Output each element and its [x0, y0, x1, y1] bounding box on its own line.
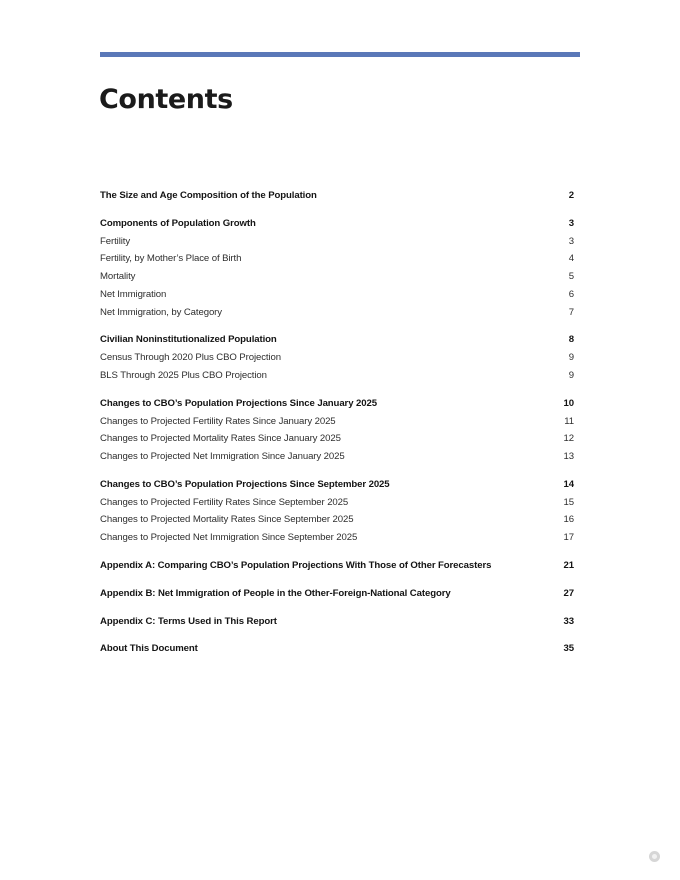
toc-entry-page-number: 17 [563, 532, 574, 543]
toc-entry-title: Appendix B: Net Immigration of People in the Other-Foreign-National Category [100, 588, 451, 599]
toc-entry-title: The Size and Age Composition of the Population [100, 190, 317, 201]
toc-entry-title: Changes to Projected Mortality Rates Since September 2025 [100, 514, 354, 525]
toc-entry-changes-since-september[interactable] [100, 478, 574, 492]
toc-entry-appendix-b[interactable] [100, 587, 574, 601]
toc-entry-title: Changes to CBO’s Population Projections Since January 2025 [100, 398, 377, 409]
toc-entry-net-immigration-by-category[interactable] [100, 306, 574, 320]
toc-entry-page-number: 2 [568, 190, 574, 201]
toc-entry-page-number: 33 [563, 616, 574, 627]
toc-entry-appendix-c[interactable] [100, 615, 574, 629]
toc-entry-title: Census Through 2020 Plus CBO Projection [100, 352, 281, 363]
toc-entry-title: About This Document [100, 643, 198, 654]
toc-entry-page-number: 8 [568, 334, 574, 345]
toc-entry-title: Fertility, by Mother’s Place of Birth [100, 253, 242, 264]
toc-entry-page-number: 11 [564, 416, 574, 427]
toc-entry-title: Changes to Projected Mortality Rates Since January 2025 [100, 433, 341, 444]
toc-entry-mortality-changes-september[interactable] [100, 513, 574, 527]
toc-entry-changes-since-january[interactable] [100, 397, 574, 411]
toc-entry-title: BLS Through 2025 Plus CBO Projection [100, 370, 267, 381]
toc-entry-title: Changes to CBO’s Population Projections Since September 2025 [100, 479, 390, 490]
toc-entry-page-number: 16 [563, 514, 574, 525]
toc-entry-page-number: 13 [563, 451, 574, 462]
toc-entry-title: Mortality [100, 271, 136, 282]
toc-entry-page-number: 3 [568, 236, 574, 247]
viewer-corner-icon [649, 851, 660, 862]
toc-entry-mortality-changes-january[interactable] [100, 432, 574, 446]
toc-entry-title: Net Immigration [100, 289, 167, 300]
toc-entry-immigration-changes-september[interactable] [100, 531, 574, 545]
toc-entry-size-age-composition[interactable] [100, 189, 574, 203]
toc-entry-fertility-changes-september[interactable] [100, 496, 574, 510]
toc-entry-appendix-a[interactable] [100, 559, 574, 573]
toc-entry-title: Fertility [100, 236, 131, 247]
toc-entry-title: Changes to Projected Fertility Rates Since January 2025 [100, 416, 336, 427]
toc-entry-page-number: 5 [568, 271, 574, 282]
toc-entry-title: Civilian Noninstitutionalized Population [100, 334, 277, 345]
toc-entry-title: Changes to Projected Fertility Rates Since September 2025 [100, 497, 349, 508]
toc-entry-fertility-by-birthplace[interactable] [100, 252, 574, 266]
toc-entry-title: Appendix A: Comparing CBO’s Population Projections With Those of Other Forecasters [100, 560, 492, 571]
toc-entry-page-number: 3 [568, 218, 574, 229]
table-of-contents [100, 0, 574, 880]
toc-entry-page-number: 27 [563, 588, 574, 599]
toc-entry-immigration-changes-january[interactable] [100, 450, 574, 464]
toc-entry-title: Components of Population Growth [100, 218, 256, 229]
toc-entry-page-number: 15 [563, 497, 574, 508]
toc-entry-page-number: 12 [563, 433, 574, 444]
toc-entry-bls-through-2025[interactable] [100, 369, 574, 383]
toc-entry-title: Changes to Projected Net Immigration Since January 2025 [100, 451, 345, 462]
toc-entry-page-number: 14 [563, 479, 574, 490]
toc-entry-fertility-changes-january[interactable] [100, 415, 574, 429]
toc-entry-page-number: 35 [563, 643, 574, 654]
toc-entry-page-number: 6 [568, 289, 574, 300]
page-title: Contents [99, 84, 233, 115]
toc-entry-page-number: 4 [568, 253, 574, 264]
toc-entry-civilian-noninstitutionalized[interactable] [100, 333, 574, 347]
toc-entry-page-number: 9 [568, 352, 574, 363]
toc-entry-page-number: 10 [563, 398, 574, 409]
toc-entry-net-immigration[interactable] [100, 288, 574, 302]
toc-entry-title: Appendix C: Terms Used in This Report [100, 616, 277, 627]
toc-entry-page-number: 7 [568, 307, 574, 318]
toc-entry-components-of-growth[interactable] [100, 217, 574, 231]
toc-entry-page-number: 21 [563, 560, 574, 571]
toc-entry-page-number: 9 [568, 370, 574, 381]
toc-entry-census-through-2020[interactable] [100, 351, 574, 365]
toc-entry-title: Net Immigration, by Category [100, 307, 222, 318]
toc-entry-fertility[interactable] [100, 235, 574, 249]
toc-entry-title: Changes to Projected Net Immigration Since September 2025 [100, 532, 358, 543]
toc-entry-mortality[interactable] [100, 270, 574, 284]
toc-entry-about-this-document[interactable] [100, 642, 574, 656]
